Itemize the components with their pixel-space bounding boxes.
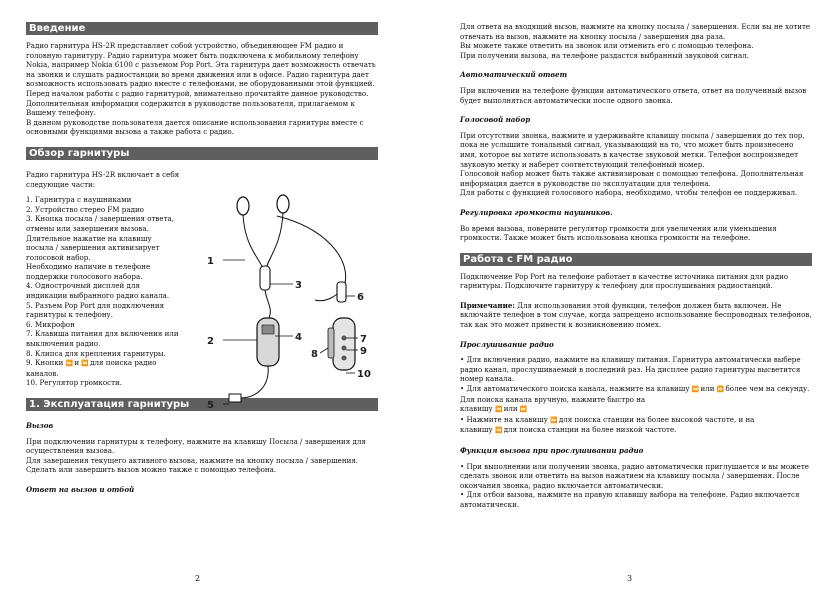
left-cable bbox=[243, 215, 265, 273]
voice-dial-paragraph-1: При отсутствии звонка, нажмите и удерживайте клавишу посыла / завершения до тех пор, пока не услышите тональный сигнал, указывающий на то, что может быть произнесено имя, которое вы хотите использовать в качестве звуковой метки. Телефон воспроизведет звуковую метку и наберет соответствующий телефонный номер. bbox=[460, 130, 805, 169]
rewind-icon: ⏪ bbox=[494, 427, 502, 435]
call-paragraph-2: Для завершения текущего активного вызова, нажмите на кнопку посыла / завершения. Сделать или завершить вызов можно также с помощью телефона. bbox=[26, 455, 359, 475]
fast-forward-icon: ⏩ bbox=[550, 416, 557, 424]
voice-dial-heading: Голосовой набор bbox=[460, 115, 531, 125]
usage-heading: 1. Эксплуатация гарнитуры bbox=[26, 398, 378, 411]
auto-answer-heading: Автоматический ответ bbox=[460, 70, 568, 80]
diagram-label: 5 bbox=[207, 400, 214, 411]
parts-item: Необходимо наличие в телефоне поддержки голосового набора. bbox=[26, 262, 151, 281]
headset-diagram bbox=[205, 188, 390, 423]
listen-b3-text-b: для поиска станции на более высокой частоте, и на bbox=[558, 414, 755, 424]
fast-forward-icon: ⏩ bbox=[519, 406, 527, 414]
listen-bullet-2 bbox=[460, 384, 812, 404]
listen-bullet-3-cont bbox=[460, 425, 812, 436]
call-paragraph-1: При подключении гарнитуры к телефону, нажмите на клавишу Посыла / завершения для осуществления вызова. bbox=[26, 436, 366, 456]
diagram-label: 4 bbox=[295, 332, 302, 343]
cable-middle bbox=[265, 290, 270, 318]
call-function-heading: Функция вызова при прослушивании радио bbox=[460, 446, 644, 455]
diagram-label: 8 bbox=[311, 349, 318, 360]
parts-item: 2. Устройство стерео FM радио bbox=[26, 204, 144, 214]
parts-item: 5. Разъем Pop Port для подключения гарнитуры к телефону. bbox=[26, 300, 165, 320]
rewind-icon: ⏪ bbox=[494, 406, 502, 414]
diagram-label: 2 bbox=[207, 336, 214, 347]
intro-paragraph-3: В данном руководстве пользователя дается описание использования гарнитуры вместе с основными функциями вызова а также работа с радио. bbox=[26, 117, 364, 137]
parts-item: 7. Клавиша питания для включения или выключения радио. bbox=[26, 329, 179, 349]
volume-key bbox=[342, 356, 347, 361]
call-button-part bbox=[260, 266, 270, 290]
microphone-part bbox=[337, 282, 346, 302]
page-number-left: 2 bbox=[195, 574, 201, 583]
diagram-label: 3 bbox=[295, 280, 302, 291]
listen-heading: Прослушивание радио bbox=[460, 339, 554, 349]
parts-list bbox=[26, 170, 181, 388]
volume-paragraph: Во время вызова, поверните регулятор громкости для увеличения или уменьшения громкости. Также может быть использована кнопка громкости на телефоне. bbox=[460, 223, 777, 243]
note-text: Для использования этой функции, телефон должен быть включен. Не включайте телефон в том случае, когда запрещено использование беспроводных телефонов, так как это может привести к возникновению помех. bbox=[460, 300, 812, 330]
seek-key bbox=[342, 346, 347, 351]
pop-port-connector bbox=[229, 394, 241, 402]
call-function-bullet-1: • При выполнении или получении звонка, радио автоматически приглушается и вы можете сделать звонок или ответить на вызов нажатием на клавишу посыла / завершения. После окончания звонка, радио включается автоматически. bbox=[460, 461, 809, 490]
parts-item-9 bbox=[26, 358, 181, 378]
rewind-icon: ⏪ bbox=[691, 386, 699, 394]
item9-and: и bbox=[74, 358, 80, 368]
parts-item: 6. Микрофон bbox=[26, 319, 75, 329]
note-label: Примечание: bbox=[460, 300, 515, 310]
voice-dial-paragraph-3: Для работы с функцией голосового набора, необходимо, чтобы телефон ее поддерживал. bbox=[460, 188, 798, 198]
intro-paragraph-2: Перед началом работы с радио гарнитурой, внимательно прочитайте данное руководство. Дополнительная информация содержится в руководстве пользователя, прилагаемом к Вашему телефону. bbox=[26, 88, 369, 118]
rewind-icon: ⏪ bbox=[81, 360, 88, 368]
fast-forward-icon: ⏩ bbox=[716, 386, 724, 394]
diagram-label: 10 bbox=[357, 369, 371, 380]
answer-paragraph-2: Вы можете также ответить на звонок или отменить его с помощью телефона. bbox=[460, 41, 754, 51]
radio-side-unit bbox=[333, 318, 355, 370]
parts-item: 1. Гарнитура с наушниками bbox=[26, 195, 132, 205]
volume-heading: Регулировка громкости наушников. bbox=[460, 207, 613, 217]
diagram-label: 7 bbox=[360, 334, 367, 345]
answer-paragraph-3: При получении вызова, на телефоне раздастся выбранный звуковой сигнал. bbox=[460, 50, 749, 60]
call-function-bullet-2: • Для отбоя вызова, нажмите на правую клавишу выбора на телефоне. Радио включается автоматически. bbox=[460, 490, 800, 509]
listen-b3-text-a: • Нажмите на клавишу bbox=[460, 414, 548, 424]
intro-heading: Введение bbox=[26, 22, 378, 35]
listen-b3-text-c: клавишу bbox=[460, 425, 493, 435]
auto-answer-paragraph: При включении на телефоне функции автоматического ответа, ответ на полученный вызов будет выполняться автоматически после одного звонка. bbox=[460, 85, 807, 105]
diagram-label: 9 bbox=[360, 346, 367, 357]
fm-heading: Работа с FM радио bbox=[460, 253, 812, 266]
listen-b2-or: или bbox=[700, 384, 715, 394]
parts-lead: Радио гарнитура HS-2R включает в себя следующие части: bbox=[26, 169, 180, 189]
left-earbud bbox=[237, 197, 249, 215]
note-paragraph bbox=[460, 301, 812, 330]
right-earbud bbox=[277, 195, 289, 213]
answer-paragraph-1: Для ответа на входящий вызов, нажмите на кнопку посыла / завершения. Если вы не хотите отвечать на вызов, нажмите на кнопку посыла / завершения два раза. bbox=[460, 22, 811, 41]
answer-heading: Ответ на вызов и отбой bbox=[26, 484, 135, 494]
listen-b2-text-a: • Для автоматического поиска канала, нажмите на клавишу bbox=[460, 384, 690, 394]
diagram-label: 1 bbox=[207, 256, 214, 267]
overview-heading: Обзор гарнитуры bbox=[26, 147, 378, 160]
parts-item: 10. Регулятор громкости. bbox=[26, 378, 123, 388]
clip-part bbox=[328, 328, 334, 358]
parts-item: 8. Клипса для крепления гарнитуры. bbox=[26, 348, 166, 358]
listen-b2-text-b: более чем на секунду. Для поиска канала вручную, нажмите быстро на bbox=[460, 384, 810, 404]
mic-cable bbox=[277, 216, 346, 301]
listen-bullet-3 bbox=[460, 415, 812, 426]
right-page bbox=[460, 22, 812, 510]
listen-b3-text-d: для поиска станции на более низкой частоте. bbox=[503, 425, 677, 435]
diagram-label: 6 bbox=[357, 292, 364, 303]
intro-paragraph-1: Радио гарнитура HS-2R представляет собой устройство, объединяющее FM радио и головную гарнитуру. Радио гарнитура может быть подключена к мобильному телефону Nokia, например Nokia 6100 с разъемом Pop Port. Эта гарнитура дает возможность отвечать на звонки и слушать радиостанции во время движения или в офисе. Радио гарнитура дает возможность использовать радио вместе с телефонами, не оборудованными этой функцией. bbox=[26, 41, 376, 89]
right-cable bbox=[265, 213, 283, 273]
listen-b2-text-c: клавишу bbox=[460, 404, 493, 414]
page-number-right: 3 bbox=[627, 574, 633, 583]
parts-item: 4. Однострочный дисплей для индикации выбранного радио канала. bbox=[26, 281, 170, 301]
radio-display bbox=[262, 325, 274, 334]
power-key bbox=[342, 336, 347, 341]
listen-b2-or2: или bbox=[503, 404, 518, 414]
listen-bullet-2-cont bbox=[460, 404, 812, 415]
listen-bullet-1: • Для включения радио, нажмите на клавишу питания. Гарнитура автоматически выбере радио канал, прослушиваемый в последний раз. На дисплее радио гарнитуры высветится номер канала. bbox=[460, 355, 801, 384]
connector-cable bbox=[240, 366, 268, 398]
parts-item: 3. Кнопка посыла / завершения ответа, отмены или завершения вызова. Длительное нажатие на клавишу посыла / завершения активизирует голосовой набор. bbox=[26, 214, 175, 262]
voice-dial-paragraph-2: Голосовой набор может быть также активизирован с помощью телефона. Дополнительная информация дается в руководстве по эксплуатации для телефона. bbox=[460, 169, 804, 188]
item9-text: для поиска радио каналов. bbox=[26, 358, 157, 378]
fast-forward-icon: ⏩ bbox=[65, 360, 73, 368]
item9-label: 9. Кнопки bbox=[26, 358, 64, 368]
fm-paragraph: Подключение Pop Port на телефоне работает в качестве источника питания для радио гарнитуры. Подключите гарнитуру к телефону для прослушивания радиостанций. bbox=[460, 271, 789, 291]
call-heading: Вызов bbox=[26, 421, 54, 430]
